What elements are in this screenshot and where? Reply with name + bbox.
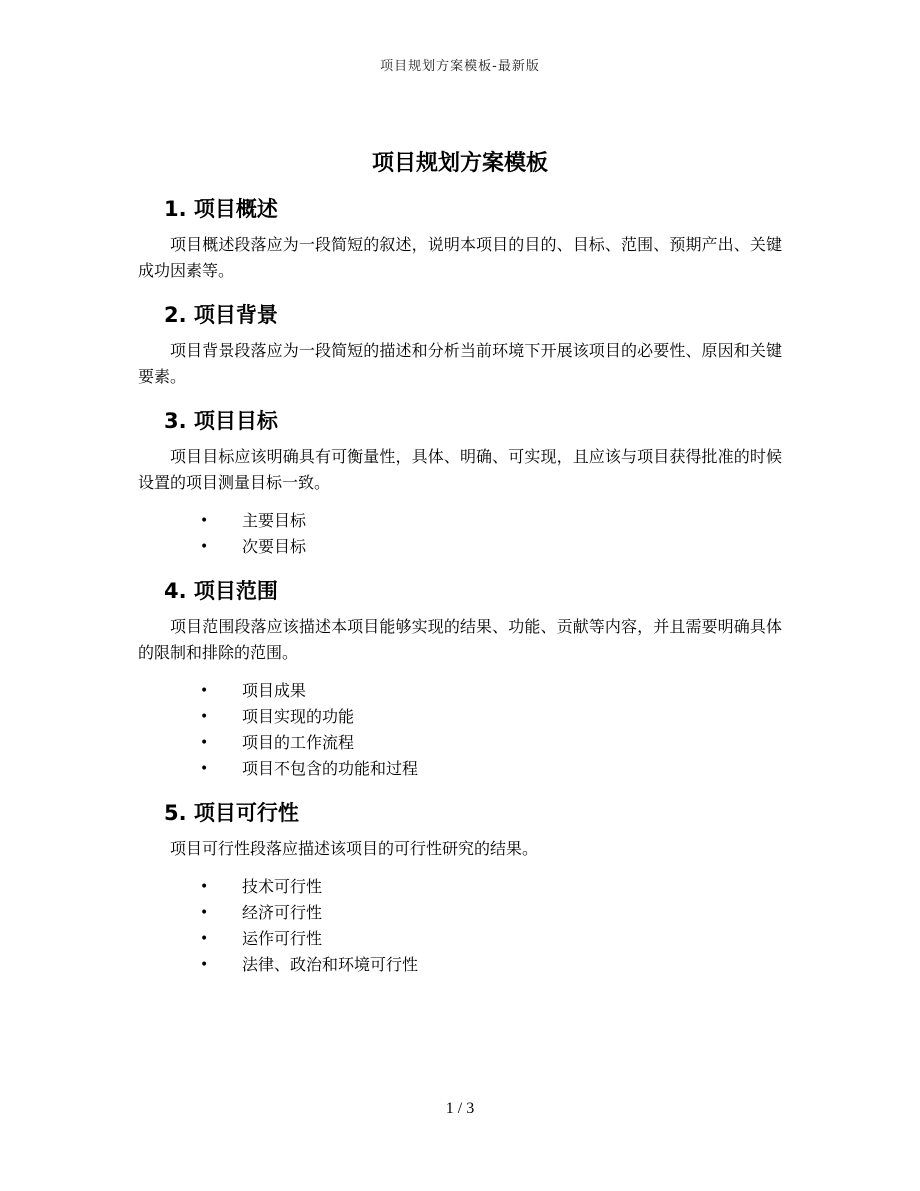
list-item-text: 经济可行性: [242, 903, 323, 922]
list-item-text: 法律、政治和环境可行性: [242, 955, 419, 974]
section-scope: [138, 574, 782, 782]
list-item-text: 项目成果: [242, 681, 307, 700]
bullet-list: [138, 678, 782, 782]
list-item: [138, 508, 782, 534]
section-heading: 3. 项目目标: [164, 409, 278, 433]
list-item: [138, 678, 782, 704]
page-header: 项目规划方案模板-最新版: [380, 59, 540, 74]
bullet-list: [138, 508, 782, 560]
document-body: [138, 192, 782, 978]
list-item-text: 项目的工作流程: [242, 733, 355, 752]
section-heading: 1. 项目概述: [164, 197, 278, 221]
list-item: [138, 952, 782, 978]
section-goals: [138, 404, 782, 560]
list-item-text: 项目实现的功能: [242, 707, 355, 726]
list-item: [138, 926, 782, 952]
list-item-text: 项目不包含的功能和过程: [242, 759, 419, 778]
bullet-list: [138, 874, 782, 978]
section-overview: [138, 192, 782, 284]
bullet-icon: •: [200, 879, 209, 895]
list-item: [138, 874, 782, 900]
document-title: 项目规划方案模板: [371, 151, 548, 176]
section-heading: 4. 项目范围: [164, 579, 278, 603]
section-paragraph: 项目可行性段落应描述该项目的可行性研究的结果。: [170, 839, 539, 858]
list-item: [138, 756, 782, 782]
section-heading: 5. 项目可行性: [164, 801, 299, 825]
list-item-text: 主要目标: [242, 511, 307, 530]
page-number: 1 / 3: [445, 1100, 475, 1117]
list-item: [138, 704, 782, 730]
list-item-text: 次要目标: [242, 537, 307, 556]
bullet-icon: •: [200, 931, 209, 947]
list-item-text: 运作可行性: [242, 929, 323, 948]
list-item-text: 技术可行性: [242, 877, 323, 896]
section-background: [138, 298, 782, 390]
section-paragraph: 项目范围段落应该描述本项目能够实现的结果、功能、贡献等内容，并且需要明确具体的限制和排除的范围。: [138, 617, 782, 662]
bullet-icon: •: [200, 905, 209, 921]
bullet-icon: •: [200, 539, 209, 555]
bullet-icon: •: [200, 709, 209, 725]
bullet-icon: •: [200, 957, 209, 973]
bullet-icon: •: [200, 513, 209, 529]
section-paragraph: 项目背景段落应为一段简短的描述和分析当前环境下开展该项目的必要性、原因和关键要素。: [138, 341, 782, 386]
section-paragraph: 项目概述段落应为一段简短的叙述，说明本项目的目的、目标、范围、预期产出、关键成功因素等。: [138, 235, 782, 280]
bullet-icon: •: [200, 761, 209, 777]
list-item: [138, 900, 782, 926]
list-item: [138, 534, 782, 560]
list-item: [138, 730, 782, 756]
bullet-icon: •: [200, 683, 209, 699]
section-heading: 2. 项目背景: [164, 303, 278, 327]
bullet-icon: •: [200, 735, 209, 751]
section-feasibility: [138, 796, 782, 978]
section-paragraph: 项目目标应该明确具有可衡量性，具体、明确、可实现，且应该与项目获得批准的时候设置的项目测量目标一致。: [138, 447, 782, 492]
